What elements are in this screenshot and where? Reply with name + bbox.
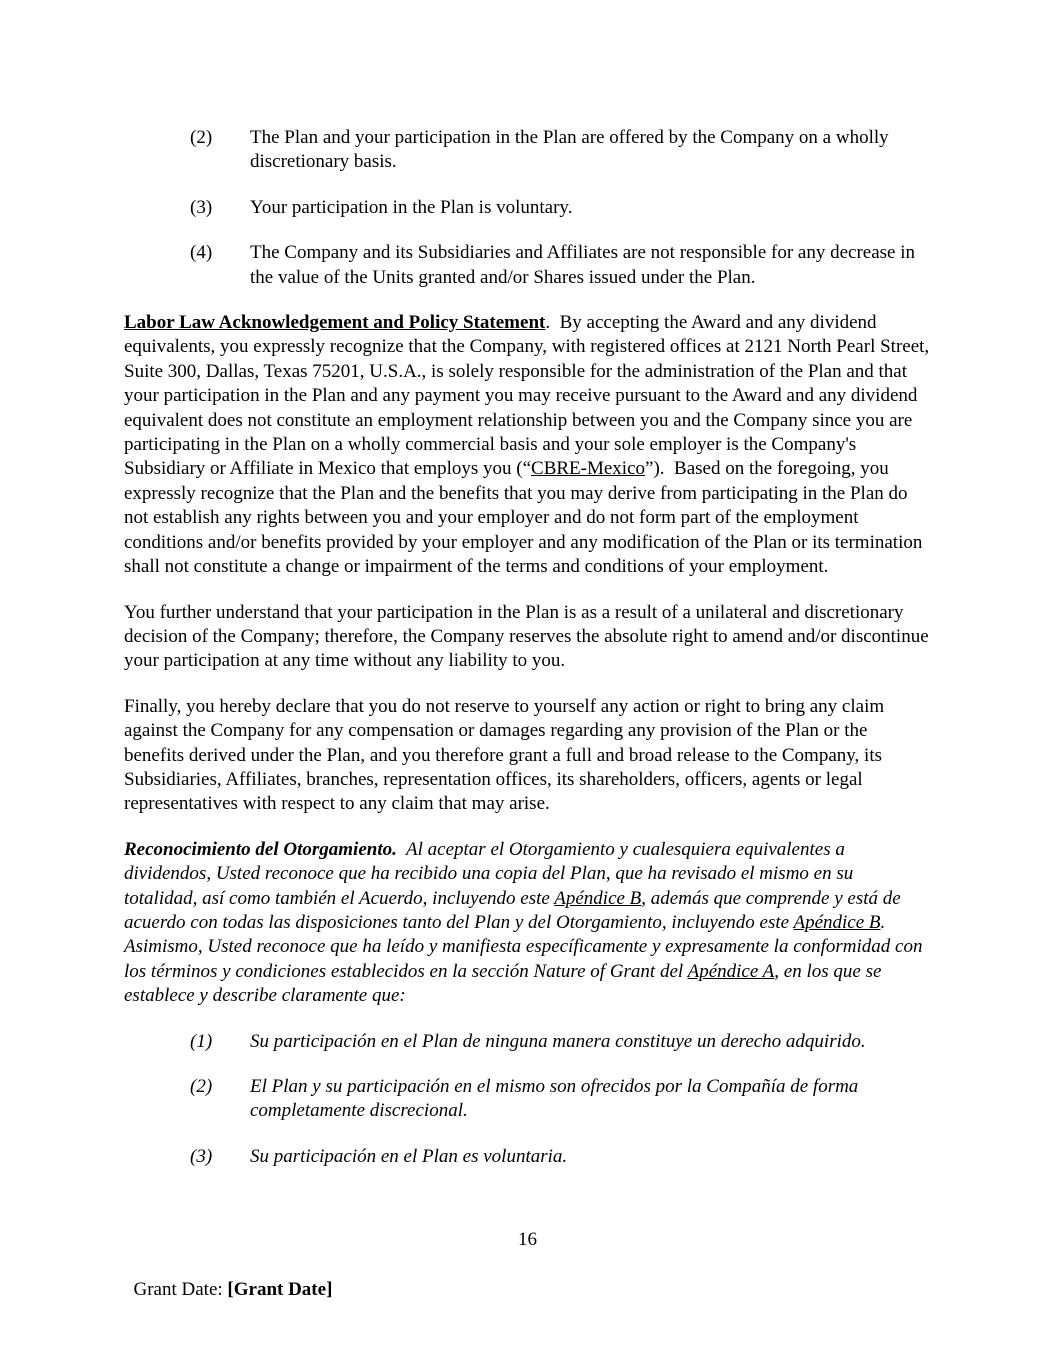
text-run: Labor Law Acknowledgement and Policy Statement [124, 312, 546, 334]
paragraph [124, 838, 931, 1009]
list-item [124, 1145, 931, 1169]
list-item-text [250, 1145, 931, 1169]
text-run: Reconocimiento del Otorgamiento. [124, 838, 397, 860]
text-run: . Asimismo, Usted reconoce que ha leído y manifiesta específicamente y expresamente la conformidad con los términos y condiciones establecidos en la sección Nature of Grant del [124, 911, 928, 982]
grant-date-value: [Grant Date] [227, 1279, 333, 1301]
text-run: Su participación en el Plan de ninguna manera constituye un derecho adquirido. [250, 1030, 866, 1052]
text-run: Finally, you hereby declare that you do not reserve to yourself any action or right to bring any claim against the Company for any compensation or damages regarding any provision of the Plan or the benefits derived under the Plan, and you therefore grant a full and broad release to the Company, its Subsidiaries, Affiliates, branches, representation offices, its shareholders, officers, agents or legal representatives with respect to any claim that may arise. [124, 695, 889, 815]
text-run: Su participación en el Plan es voluntaria. [250, 1145, 568, 1167]
list-item-number: (3) [190, 196, 213, 218]
text-run: , en los que se establece y describe claramente que: [124, 960, 887, 1007]
list-item-number: (1) [190, 1030, 213, 1052]
list-item [124, 1030, 931, 1054]
grant-date-label: Grant Date: [133, 1279, 228, 1301]
list-item-number: (2) [190, 1076, 213, 1097]
text-run: Apéndice B [554, 887, 642, 909]
text-run: . By accepting the Award and any dividend equivalents, you expressly recognize that the Company, with registered offices at 2121 North Pearl Street, Suite 300, Dallas, Texas 75201, U.S.A., is solely responsible for the administration of the Plan and that your participation in the Plan and any payment you may receive pursuant to the Award and any dividend equivalent does not constitute an employment relationship between you and the Company since you are participating in the Plan on a wholly commercial basis and your sole employer is the Company's Subsidiary or Affiliate in Mexico that employs you (“ [124, 312, 934, 480]
text-run: Al aceptar el Otorgamiento y cualesquiera equivalentes a dividendos, Usted reconoce que ha recibido una copia del Plan, que ha revisado el mismo en su totalidad, así como también el Acuerdo, incluyendo este [124, 838, 858, 909]
paragraph [124, 311, 934, 579]
text-run: The Plan and your participation in the Plan are offered by the Company on a wholly discretionary basis. [250, 127, 894, 173]
list-item-text [250, 196, 931, 220]
text-run: Apéndice B [793, 911, 881, 933]
paragraph [124, 695, 931, 817]
grant-date-line [124, 1254, 332, 1303]
page-number: 16 [518, 1229, 537, 1250]
list-item-text [250, 126, 931, 175]
text-run: You further understand that your participation in the Plan is as a result of a unilateral and discretionary decision of the Company; therefore, the Company reserves the absolute right to amend and/or discontinue your participation at any time without any liability to you. [124, 601, 934, 672]
list-item-number: (2) [190, 127, 213, 148]
paragraph [124, 601, 934, 674]
text-run: , además que comprende y está de acuerdo con todas las disposiciones tanto del Plan y del Otorgamiento, incluyendo este [124, 887, 906, 933]
text-run: Apéndice A [687, 960, 775, 982]
list-item [124, 196, 931, 220]
list-item-number: (3) [190, 1145, 213, 1167]
list-item [124, 126, 931, 175]
list-item-number: (4) [190, 242, 213, 264]
text-run: The Company and its Subsidiaries and Affiliates are not responsible for any decrease in the value of the Units granted and/or Shares issued under the Plan. [250, 242, 920, 288]
list-item-text [250, 1030, 931, 1054]
text-run: El Plan y su participación en el mismo son ofrecidos por la Compañía de forma completamente discrecional. [250, 1076, 864, 1122]
text-run: ”). Based on the foregoing, you expressly recognize that the Plan and the benefits that you may derive from participating in the Plan do not establish any rights between you and your employer and do not form part of the employment conditions and/or benefits provided by your employer and any modification of the Plan or its termination shall not constitute a change or impairment of the terms and conditions of your employment. [124, 458, 928, 578]
text-run: CBRE-Mexico [531, 458, 646, 480]
text-run: Your participation in the Plan is voluntary. [250, 196, 573, 218]
list-item-text [250, 241, 931, 290]
document-page [124, 126, 934, 1190]
list-item [124, 1075, 931, 1124]
document-body [124, 126, 934, 1169]
list-item [124, 241, 931, 290]
list-item-text [250, 1075, 931, 1124]
